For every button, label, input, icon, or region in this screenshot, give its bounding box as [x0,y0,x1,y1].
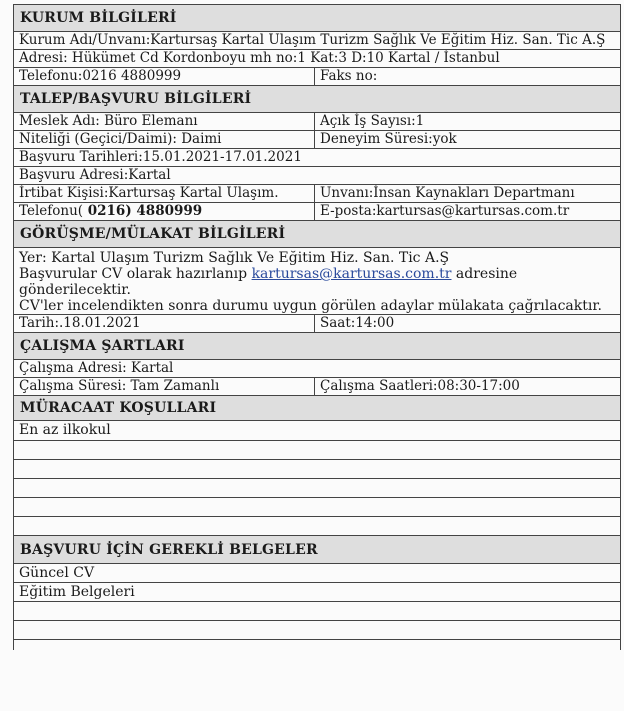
section-header-calisma [13,333,621,360]
row-kurum-adi [13,32,621,50]
section-title: BAŞVURU İÇİN GEREKLİ BELGELER [20,541,318,558]
calisma-adres-text: Çalışma Adresi: Kartal [19,360,174,376]
row-kurum-adres [13,50,621,68]
row-iletisim [13,203,621,221]
meslek-text: Meslek Adı: Büro Elemanı [14,113,315,130]
section-title: KURUM BİLGİLERİ [20,10,177,26]
telefon-cell [14,203,315,220]
row-irtibat [13,185,621,203]
deneyim-text: Deneyim Süresi:yok [320,131,457,147]
section-header-belgeler [13,535,621,564]
muracaat-body [13,421,621,535]
irtibat-text: İrtibat Kişisi:Kartursaş Kartal Ulaşım. [14,185,315,202]
blank-line [14,621,620,640]
row-tarihler [13,149,621,167]
row-meslek [13,113,621,131]
blank-line [14,441,620,460]
belge-item: Güncel CV [14,564,620,583]
mulakat-saat-text: Saat:14:00 [320,315,395,331]
kurum-adres-text: Adresi: Hükümet Cd Kordonboyu mh no:1 Kat:3 D:10 Kartal / İstanbul [19,50,500,66]
cv-post-text: adresine gönderilecektir. [19,266,518,298]
telefon-label: Telefonu( [19,203,84,219]
gorusme-body [13,248,621,314]
row-kurum-telefon [13,68,621,86]
section-header-gorusme [13,221,621,248]
job-posting-form [13,4,621,650]
muracaat-item: En az ilkokul [14,421,620,441]
gorusme-yer-text: Yer: Kartal Ulaşım Turizm Sağlık Ve Eğitim Hiz. San. Tic A.Ş [19,250,450,266]
telefon-value: 0216) 4880999 [83,203,203,219]
row-calisma-sure [13,378,621,396]
belge-item: Eğitim Belgeleri [14,583,620,602]
belgeler-body [13,564,621,650]
cv-email-link[interactable]: kartursas@kartursas.com.tr [251,266,452,282]
calisma-saatler-text: Çalışma Saatleri:08:30-17:00 [320,378,520,394]
blank-line [14,517,620,535]
kurum-telefon-text: Telefonu:0216 4880999 [14,68,315,85]
section-header-muracaat [13,396,621,421]
nitelik-text: Niteliği (Geçici/Daimi): Daimi [14,131,315,148]
mulakat-tarih-text: Tarih:.18.01.2021 [14,315,315,332]
blank-line [14,640,620,650]
unvan-text: Unvanı:İnsan Kaynakları Departmanı [320,185,575,201]
blank-line [14,602,620,621]
row-calisma-adres [13,360,621,378]
calisma-sure-text: Çalışma Süresi: Tam Zamanlı [14,378,315,395]
row-nitelik [13,131,621,149]
section-title: GÖRÜŞME/MÜLAKAT BİLGİLERİ [20,226,286,242]
basvuru-adres-text: Başvuru Adresi:Kartal [19,167,171,183]
kurum-faks-text: Faks no: [320,68,378,84]
cv-pre-text: Başvurular CV olarak hazırlanıp [19,266,252,282]
row-mulakat-zaman [13,314,621,333]
section-title: ÇALIŞMA ŞARTLARI [20,338,185,354]
row-basvuru-adres [13,167,621,185]
blank-line [14,460,620,479]
cv-inceleme-text: CV'ler incelendikten sonra durumu uygun görülen adaylar mülakata çağrılacaktır. [19,298,602,314]
eposta-text: E-posta:kartursas@kartursas.com.tr [320,203,570,219]
acik-is-text: Açık İş Sayısı:1 [320,113,425,129]
section-header-talep [13,86,621,113]
section-title: TALEP/BAŞVURU BİLGİLERİ [20,91,252,107]
gorusme-cv-line [19,266,615,298]
kurum-adi-text: Kurum Adı/Unvanı:Kartursaş Kartal Ulaşım Turizm Sağlık Ve Eğitim Hiz. San. Tic A.Ş [19,32,606,48]
tarihler-text: Başvuru Tarihleri:15.01.2021-17.01.2021 [19,149,302,165]
blank-line [14,498,620,517]
section-title: MÜRACAAT KOŞULLARI [20,400,217,416]
blank-line [14,479,620,498]
section-header-kurum [13,4,621,32]
